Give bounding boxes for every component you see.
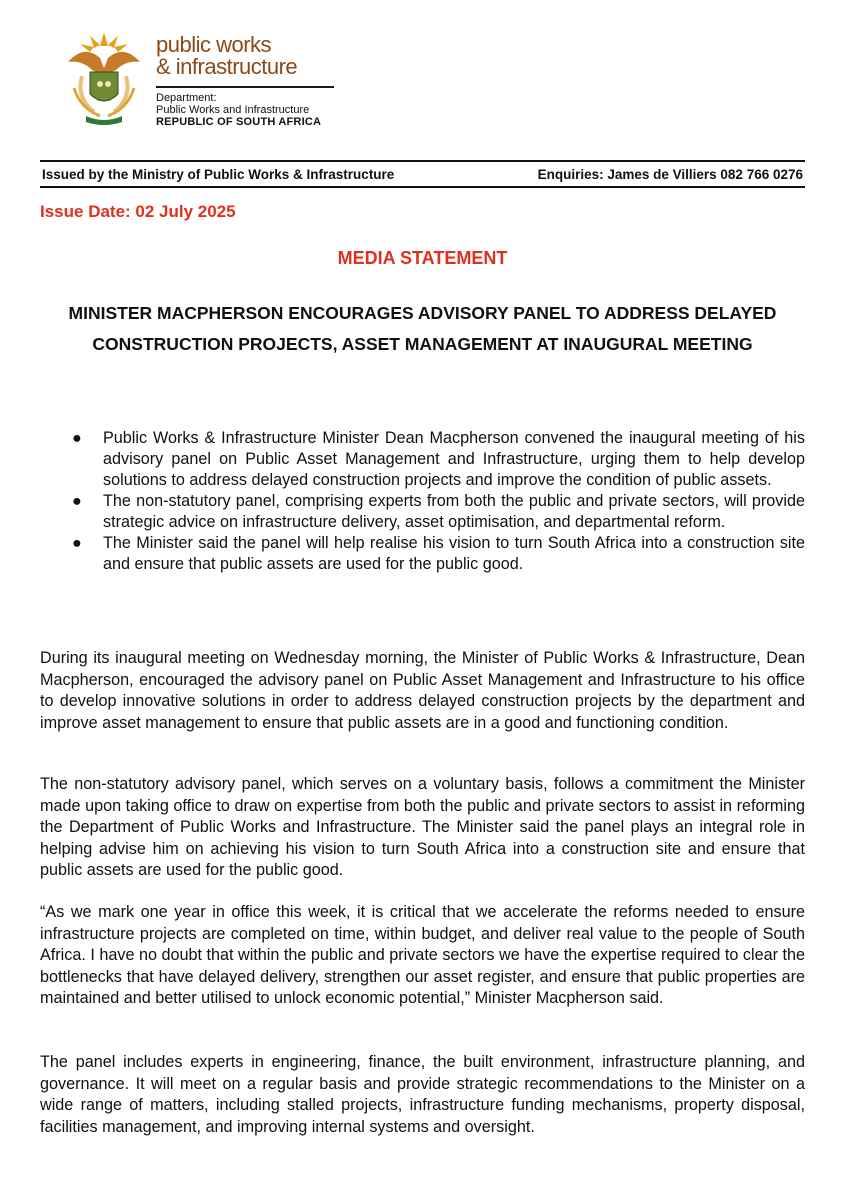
bullet-dot-icon: ● <box>72 492 82 510</box>
headline: MINISTER MACPHERSON ENCOURAGES ADVISORY PANEL TO ADDRESS DELAYED CONSTRUCTION PROJECTS, ASSET MANAGEMENT AT INAUGURAL MEETING <box>68 303 777 354</box>
bullet-item <box>40 491 805 533</box>
department-logo <box>60 28 360 138</box>
issue-date: Issue Date: 02 July 2025 <box>40 202 236 221</box>
bullet-item <box>40 533 805 575</box>
body-paragraph-3: “As we mark one year in office this week, it is critical that we accelerate the reforms needed to ensure infrastructure projects are completed on time, within budget, and deliver real value to the people of South Africa. I have no doubt that within the public and private sectors we have the expertise required to clear the bottlenecks that have delayed delivery, strengthen our asset register, and ensure that public properties are maintained and better utilised to unlock economic potential,” Minister Macpherson said. <box>40 903 805 1007</box>
bullet-text: The non-statutory panel, comprising experts from both the public and private sectors, will provide strategic advice on infrastructure delivery, asset optimisation, and departmental reform. <box>103 492 805 531</box>
issued-by-text: Issued by the Ministry of Public Works & Infrastructure <box>42 166 395 182</box>
department-label: Department: <box>156 92 217 104</box>
bullet-dot-icon: ● <box>72 534 82 552</box>
coat-of-arms-icon <box>60 28 148 128</box>
bullet-item <box>40 428 805 491</box>
brand-wordmark <box>156 34 356 128</box>
brand-line-2: & infrastructure <box>156 54 298 79</box>
body-paragraph-1: During its inaugural meeting on Wednesday morning, the Minister of Public Works & Infrastructure, Dean Macpherson, encouraged the advisory panel on Public Asset Management and Infrastructure to his office to develop innovative solutions in order to address delayed construction projects by the department and improve asset management to ensure that public assets are in a good and functioning condition. <box>40 649 805 732</box>
bullet-text: The Minister said the panel will help realise his vision to turn South Africa into a construction site and ensure that public assets are used for the public good. <box>103 534 805 573</box>
body-paragraph-4: The panel includes experts in engineering, finance, the built environment, infrastructure planning, and governance. It will meet on a regular basis and provide strategic recommendations to the Minister on a wide range of matters, including stalled projects, infrastructure funding mechanisms, property disposal, facilities management, and improving internal systems and oversight. <box>40 1053 805 1136</box>
media-statement-label: MEDIA STATEMENT <box>337 248 508 268</box>
body-paragraph-2: The non-statutory advisory panel, which serves on a voluntary basis, follows a commitment the Minister made upon taking office to draw on expertise from both the public and private sectors to assist in reforming the Department of Public Works and Infrastructure. The Minister said the panel plays an integral role in helping advise him on achieving his vision to turn South Africa into a construction site and ensure that public assets are used for the public good. <box>40 775 805 879</box>
department-name: Public Works and Infrastructure <box>156 104 310 116</box>
country-name: REPUBLIC OF SOUTH AFRICA <box>156 116 322 128</box>
enquiries-text: Enquiries: James de Villiers 082 766 0276 <box>537 166 803 182</box>
summary-bullets <box>40 428 805 575</box>
brand-divider <box>156 86 334 88</box>
bullet-text: Public Works & Infrastructure Minister Dean Macpherson convened the inaugural meeting of his advisory panel on Public Asset Management and Infrastructure, urging them to help develop solutions to address delayed construction projects and improve the condition of public assets. <box>103 429 805 489</box>
brand-line-1: public works <box>156 32 272 57</box>
issued-by-bar <box>40 160 805 188</box>
bullet-dot-icon: ● <box>72 429 82 447</box>
